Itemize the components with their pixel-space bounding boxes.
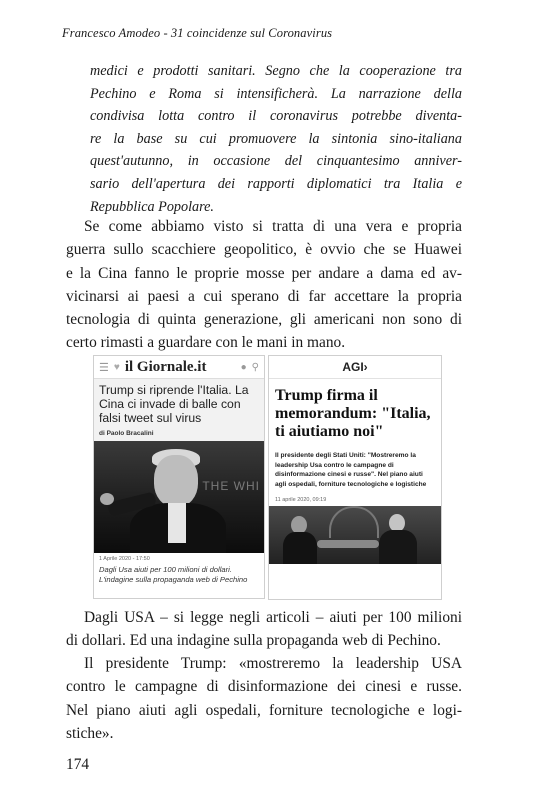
giornale-photo	[94, 441, 264, 553]
photo-person-left-body	[283, 532, 317, 564]
agi-article-screenshot	[268, 355, 442, 600]
quote-line: medici e prodotti sanitari. Segno che la cooperazione tra	[90, 63, 462, 79]
paragraph-line: e la Cina fanno le proprie mosse per andare a dama ed av-	[66, 264, 462, 282]
agi-photo	[269, 506, 441, 564]
quote-line: sario dell'apertura dei rapporti diplomatici tra Italia e	[90, 175, 462, 192]
quote-line: Pechino e Roma si intensificherà. La narrazione della	[90, 85, 462, 102]
agi-logo: AGI	[342, 360, 364, 374]
agi-header	[269, 356, 441, 379]
quote-line: re la base su cui promuovere la sintonia sino-italiana	[90, 130, 462, 147]
paragraph-line: vicinarsi ai paesi a cui sperano di far accettare la propria	[66, 287, 462, 305]
giornale-logo: il Giornale.it	[124, 358, 207, 375]
running-head: Francesco Amodeo - 31 coincidenze sul Coronavirus	[62, 26, 333, 40]
giornale-article-screenshot	[93, 355, 265, 599]
quote-line: Repubblica Popolare.	[90, 198, 214, 215]
agi-date: 11 aprile 2020, 09:19	[275, 497, 327, 503]
paragraph-line: Se come abbiamo visto si tratta di una vera e propria	[84, 218, 462, 235]
giornale-headline: Trump si riprende l'Italia. La Cina ci invade di balle con falsi tweet sul virus	[94, 379, 264, 427]
paragraph-1	[66, 215, 462, 355]
search-icon: ⚲	[251, 361, 259, 373]
quote-line: quest'autunno, in occasione del cinquantesimo anniver-	[90, 153, 462, 170]
photo-hand	[100, 493, 114, 505]
agi-lead: Il presidente degli Stati Uniti: "Mostreremo la leadership Usa contro le campagne di disinformazione cinesi e russe". Nel piano aiuti agli ospedali, forniture tecnologiche e logistiche	[275, 452, 427, 488]
paragraph-2	[66, 606, 462, 653]
photo-face	[154, 455, 198, 507]
paragraph-line: guerra sullo scacchiere geopolitico, è ovvio che se Huawei	[66, 241, 462, 259]
paragraph-line: contro le campagne di disinformazione dei cinesi e russe.	[66, 678, 462, 696]
paragraph-line: Dagli USA – si legge negli articoli – aiuti per 100 milioni	[84, 609, 462, 626]
quote-line: condivisa lotta contro il coronavirus potrebbe diventa-	[90, 108, 462, 125]
paragraph-3	[66, 652, 462, 745]
paragraph-line: di dollari. Ed una indagine sulla propaganda web di Pechino.	[66, 632, 441, 650]
user-icon: ●	[240, 361, 247, 373]
block-quote	[90, 60, 462, 218]
paragraph-line: stiche».	[66, 724, 114, 742]
giornale-date: 1 Aprile 2020 - 17:50	[99, 556, 150, 562]
paragraph-line: Il presidente Trump: «mostreremo la leadership USA	[84, 655, 462, 672]
agi-headline: Trump firma il memorandum: "Italia, ti aiutiamo noi"	[275, 387, 431, 440]
photo-handshake	[317, 540, 379, 548]
page-number: 174	[66, 756, 90, 773]
paragraph-line: certo rimasti a guardare con le mani in mano.	[66, 334, 346, 352]
giornale-byline: di Paolo Bracalini	[94, 427, 264, 441]
heart-icon: ♥	[113, 361, 120, 373]
photo-person-right-body	[379, 530, 417, 564]
photo-wall-text: THE WHI	[202, 479, 260, 493]
photo-doorway	[329, 506, 379, 538]
menu-icon: ☰	[99, 361, 109, 374]
photo-shirt	[168, 503, 186, 543]
paragraph-line: Nel piano aiuti agli ospedali, forniture tecnologiche e logi-	[66, 701, 462, 719]
agi-logo-arrow-icon: ›	[363, 360, 368, 374]
giornale-header	[94, 356, 264, 379]
giornale-caption: Dagli Usa aiuti per 100 milioni di dollari. L'indagine sulla propaganda web di Pechino	[99, 565, 248, 584]
paragraph-line: tecnologia di quinta generazione, gli americani non sono di	[66, 311, 462, 329]
